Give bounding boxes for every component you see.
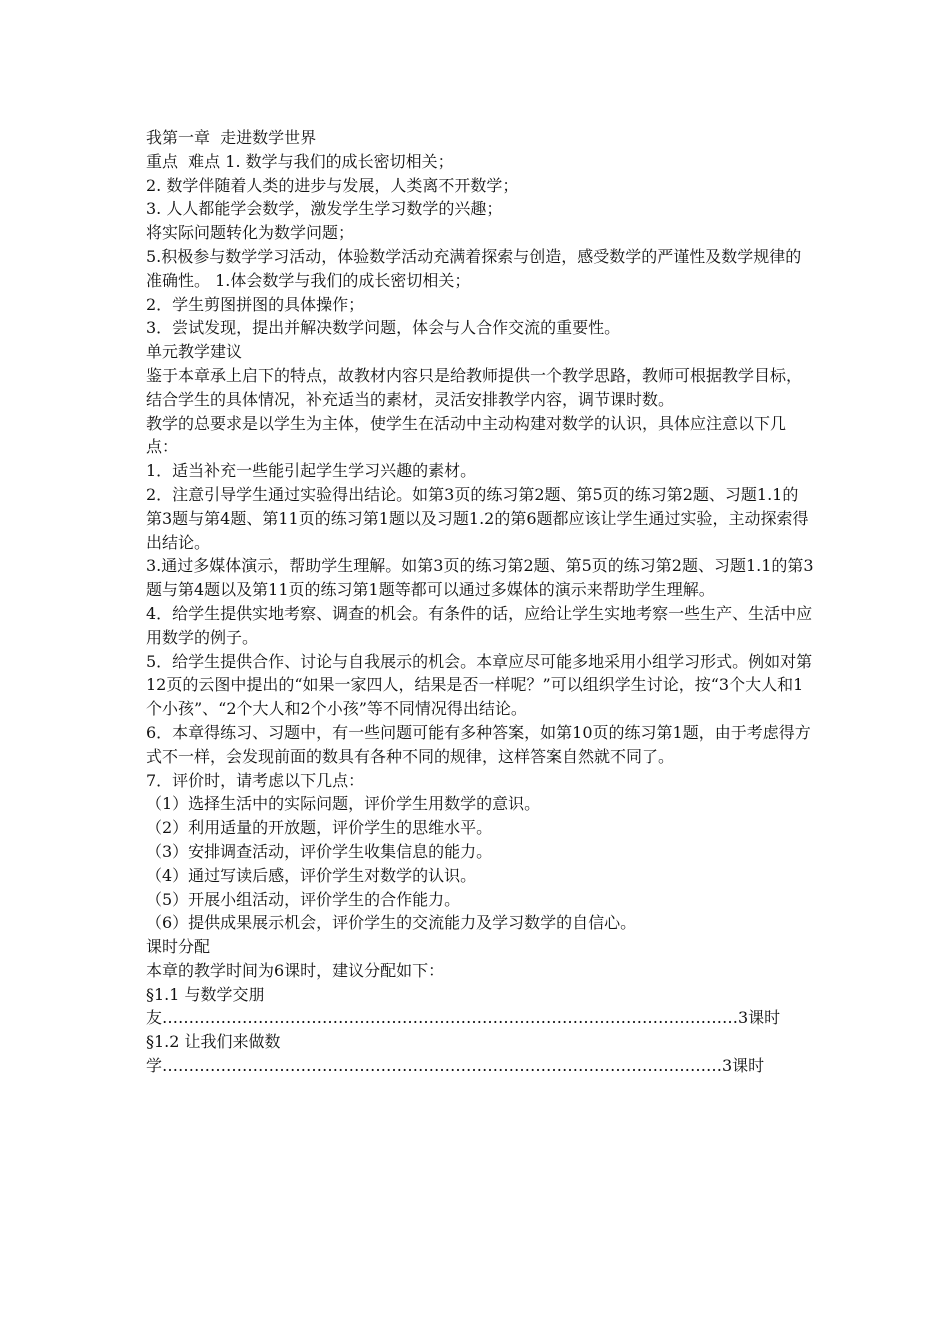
text-line: 本章的教学时间为6课时，建议分配如下： bbox=[146, 960, 445, 980]
key-points-line: 重点 难点 1. 数学与我们的成长密切相关； bbox=[146, 151, 454, 171]
list-item: 7．评价时，请考虑以下几点： bbox=[146, 770, 365, 790]
text-paragraph: 5.积极参与数学学习活动，体验数学活动充满着探索与创造，感受数学的严谨性及数学规律的准确性。 1.体会数学与我们的成长密切相关； bbox=[146, 246, 802, 290]
sub-list-item: （2）利用适量的开放题，评价学生的思维水平。 bbox=[146, 818, 493, 838]
list-item: 4．给学生提供实地考察、调查的机会。有条件的话，应给让学生实地考察一些生产、生活中应用数学的例子。 bbox=[146, 603, 813, 647]
text-line: 将实际问题转化为数学问题； bbox=[146, 223, 355, 243]
sub-list-item: （1）选择生活中的实际问题，评价学生用数学的意识。 bbox=[146, 794, 541, 814]
list-item: 3.通过多媒体演示，帮助学生理解。如第3页的练习第2题、第5页的练习第2题、习题1.1的第3题与第4题以及第11页的练习第1题等都可以通过多媒体的演示来帮助学生理解。 bbox=[146, 556, 814, 600]
document-body bbox=[146, 126, 814, 1078]
text-line: 2. 数学伴随着人类的进步与发展，人类离不开数学； bbox=[146, 175, 519, 195]
section-heading-teaching-suggestions: 单元教学建议 bbox=[146, 342, 243, 362]
sub-list-item: （4）通过写读后感，评价学生对数学的认识。 bbox=[146, 865, 477, 885]
list-item: 5．给学生提供合作、讨论与自我展示的机会。本章应尽可能多地采用小组学习形式。例如对第12页的云图中提出的“如果一家四人，结果是否一样呢？”可以组织学生讨论，按“3个大人和1个小孩”、“2个大人和2个小孩”等不同情况得出结论。 bbox=[146, 651, 813, 719]
toc-entry-1-1: §1.1 与数学交朋友………………………………………………………………………………………………3课时 bbox=[146, 984, 781, 1028]
text-line: 2．学生剪图拼图的具体操作； bbox=[146, 294, 365, 314]
toc-entry-1-2: §1.2 让我们来做数学……………………………………………………………………………………………3课时 bbox=[146, 1032, 765, 1076]
sub-list-item: （6）提供成果展示机会，评价学生的交流能力及学习数学的自信心。 bbox=[146, 913, 637, 933]
text-line: 3．尝试发现，提出并解决数学问题，体会与人合作交流的重要性。 bbox=[146, 318, 621, 338]
sub-list-item: （3）安排调查活动，评价学生收集信息的能力。 bbox=[146, 841, 493, 861]
section-heading-class-hours: 课时分配 bbox=[146, 937, 211, 957]
text-paragraph: 教学的总要求是以学生为主体，使学生在活动中主动构建对数学的认识，具体应注意以下几点： bbox=[146, 413, 787, 457]
list-item: 2．注意引导学生通过实验得出结论。如第3页的练习第2题、第5页的练习第2题、习题1.1的第3题与第4题、第11页的练习第1题以及习题1.2的第6题都应该让学生通过实验，主动探索得出结论。 bbox=[146, 484, 809, 552]
text-paragraph: 鉴于本章承上启下的特点，故教材内容只是给教师提供一个教学思路，教师可根据教学目标，结合学生的具体情况，补充适当的素材，灵活安排教学内容，调节课时数。 bbox=[146, 365, 803, 409]
sub-list-item: （5）开展小组活动，评价学生的合作能力。 bbox=[146, 889, 461, 909]
list-item: 1．适当补充一些能引起学生学习兴趣的素材。 bbox=[146, 461, 477, 481]
text-line: 3. 人人都能学会数学，激发学生学习数学的兴趣； bbox=[146, 199, 503, 219]
chapter-title: 我第一章 走进数学世界 bbox=[146, 128, 317, 147]
list-item: 6．本章得练习、习题中，有一些问题可能有多种答案，如第10页的练习第1题，由于考虑得方式不一样，会发现前面的数具有各种不同的规律，这样答案自然就不同了。 bbox=[146, 722, 811, 766]
